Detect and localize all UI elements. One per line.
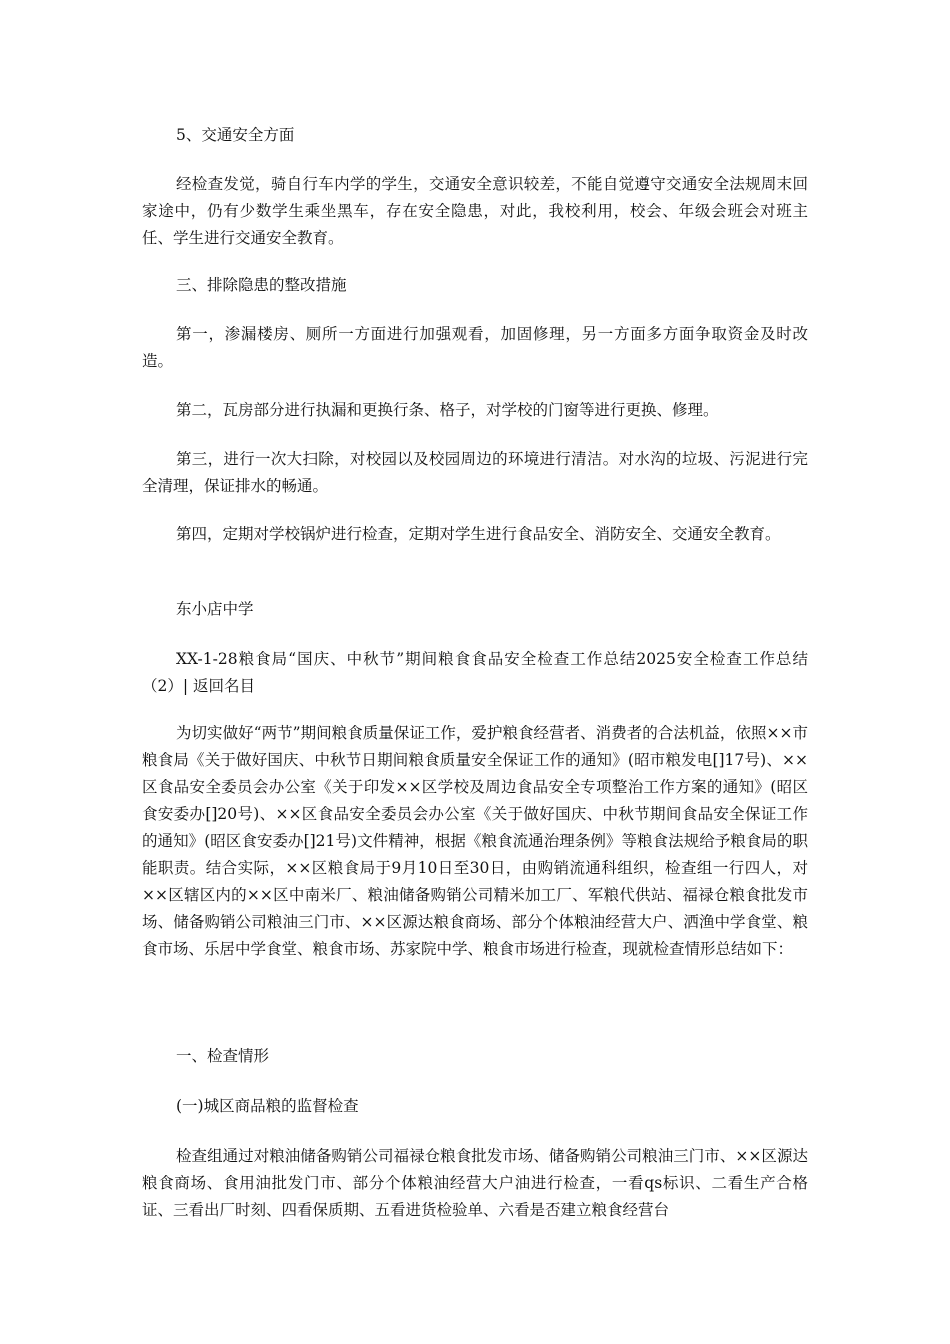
paragraph-measure-4: 第四，定期对学校锅炉进行检查，定期对学生进行食品安全、消防安全、交通安全教育。 [176, 525, 781, 543]
paragraph-traffic-inspection: 经检查发觉，骑自行车内学的学生，交通安全意识较差，不能自觉遵守交通安全法规周末回家途中，仍有少数学生乘坐黑车，存在安全隐患，对此，我校利用，校会、年级会班会对班主任、学生进行交通安全教育。 [142, 175, 808, 247]
section-heading-traffic-safety: 5、交通安全方面 [176, 126, 295, 144]
paragraph-measure-3: 第三，进行一次大扫除，对校园以及校园周边的环境进行清洁。对水沟的垃圾、污泥进行完全清理，保证排水的畅通。 [142, 450, 808, 495]
paragraph-measure-1: 第一，渗漏楼房、厕所一方面进行加强观看，加固修理，另一方面多方面争取资金及时改造。 [142, 325, 808, 370]
signature-school-name: 东小店中学 [176, 600, 254, 618]
section-heading-rectification: 三、排除隐患的整改措施 [176, 276, 347, 294]
section-heading-inspection: 一、检查情形 [176, 1047, 270, 1065]
subsection-heading-urban-grain: (一)城区商品粮的监督检查 [176, 1097, 359, 1115]
paragraph-urban-grain-inspection: 检查组通过对粮油储备购销公司福禄仓粮食批发市场、储备购销公司粮油三门市、××区源达粮食商场、食用油批发门市、部分个体粮油经营大户油进行检查，一看qs标识、二看生产合格证、三看出厂时刻、四看保质期、五看进货检验单、六看是否建立粮食经营台 [142, 1147, 808, 1219]
paragraph-introduction: 为切实做好“两节”期间粮食质量保证工作，爱护粮食经营者、消费者的合法机益，依照××市粮食局《关于做好国庆、中秋节日期间粮食质量安全保证工作的通知》(昭市粮发电[]17号)、××区食品安全委员会办公室《关于印发××区学校及周边食品安全专项整治工作方案的通知》(昭区食安委办[]20号)、××区食品安全委员会办公室《关于做好国庆、中秋节期间食品安全保证工作的通知》(昭区食安委办[]21号)文件精神，根据《粮食流通治理条例》等粮食法规给予粮食局的职能职责。结合实际，××区粮食局于9月10日至30日，由购销流通科组织，检查组一行四人，对××区辖区内的××区中南米厂、粮油储备购销公司精米加工厂、军粮代供站、福禄仓粮食批发市场、储备购销公司粮油三门市、××区源达粮食商场、部分个体粮油经营大户、洒渔中学食堂、粮食市场、乐居中学食堂、粮食市场、苏家院中学、粮食市场进行检查，现就检查情形总结如下： [142, 724, 808, 958]
article-title-link[interactable]: XX-1-28粮食局“国庆、中秋节”期间粮食食品安全检查工作总结2025安全检查工作总结（2）| 返回名目 [142, 650, 808, 695]
paragraph-measure-2: 第二，瓦房部分进行执漏和更换行条、格子，对学校的门窗等进行更换、修理。 [176, 401, 719, 419]
